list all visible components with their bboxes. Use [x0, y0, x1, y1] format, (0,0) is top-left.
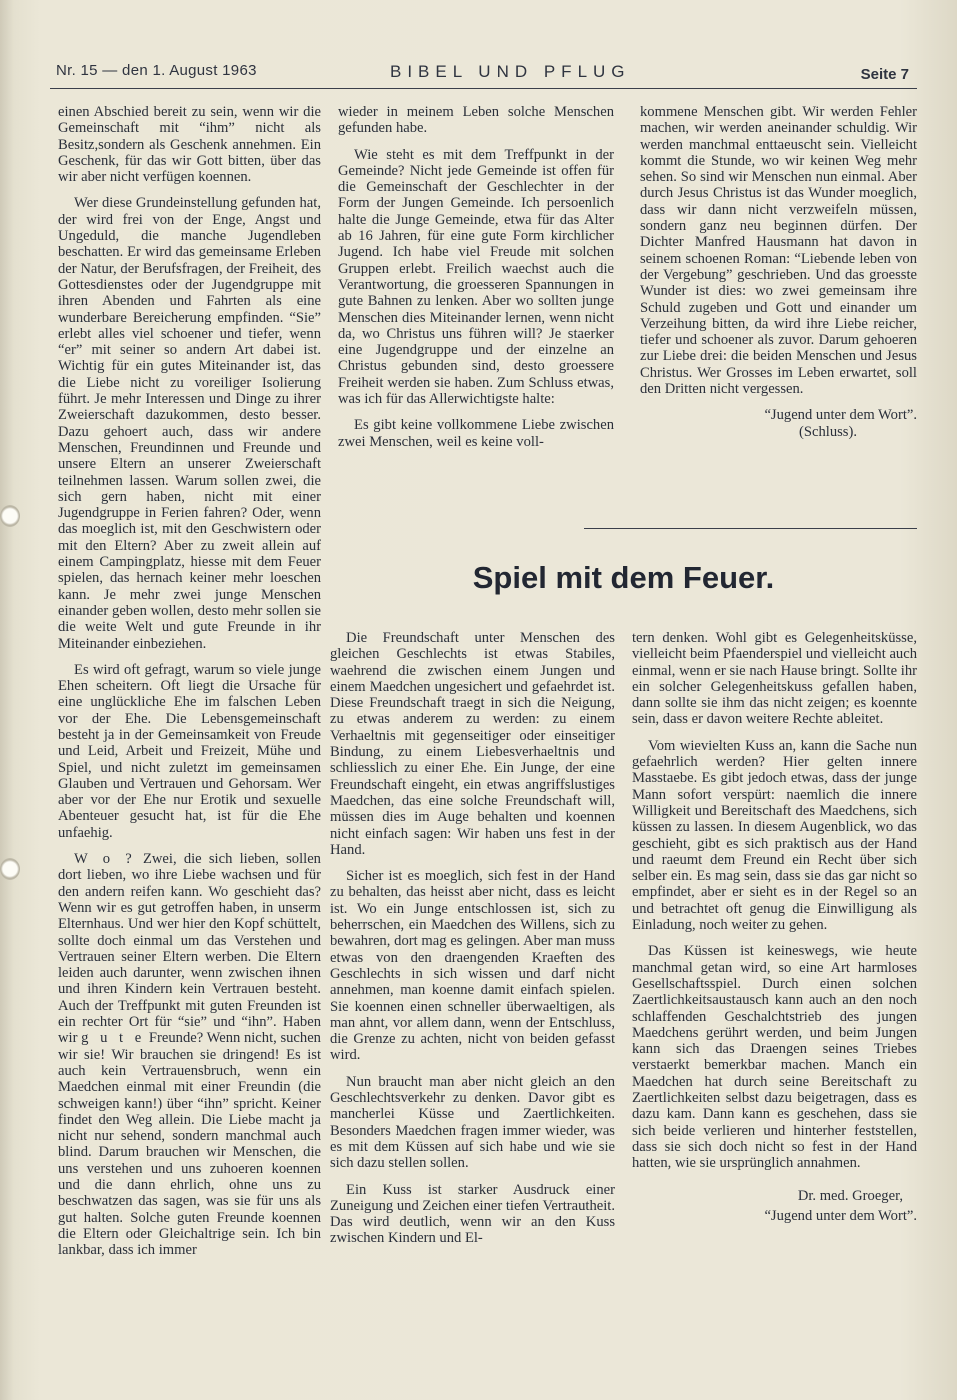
page-number: Seite 7 — [860, 66, 909, 83]
paragraph: tern denken. Wohl gibt es Gelegenheitsküsse, vielleicht beim Pfaenderspiel und vielleicht auch einmal, wenn er sie nach Hause bringt. Sollte ihr ein solcher Gelegenheitskuss gefallen haben, dann sollte sie ihm das nicht zeigen; es koennte sein, dass er davon weitere Rechte ableitet. — [632, 630, 917, 728]
paragraph: Die Freundschaft unter Menschen des gleichen Geschlechts ist etwas Stabiles, waehrend die zwischen einem Jungen und einem Maedchen ungesichert und gefaehrdet ist. Diese Freundschaft traegt in sich die Neigung, zu etwas anderem zu werden: zu einem Verhaeltnis mit gegenseitiger oder einseitiger Bindung, zu einem Liebesverhaeltnis und schliesslich zu einer Ehe. Ein Junge, der eine Freundschaft eingeht, ein etwas angriffslustiges Maedchen, das eine solche Freundschaft will, müssen dies im Auge behalten und koennen nicht einfach sagen: Wir haben uns fest in der Hand. — [330, 630, 615, 858]
paragraph: Das Küssen ist keineswegs, wie heute manchmal getan wird, so eine Art harmloses Gesellschaftsspiel. Durch einen solchen Zaertlichkeitsaustausch kann auch an den noch schlaffenden Geschalchtstrieb des jungen Maedchens gerührt werden, und beim Jungen kann sich das Draengen seines Triebes verstaerkt bemerkbar machen. Manch ein Maedchen hat durch seine Bereitschaft zu Zaertlichkeiten selbst dazu beigetragen, dass es dazu kam. Dann kann es geschehen, dass sie sich beide verlieren und hinterher feststellen, dass sie sich doch nicht so fest in der Hand hatten, wie sie ursprünglich annahmen. — [632, 943, 917, 1172]
page-header — [50, 60, 917, 89]
paragraph: kommene Menschen gibt. Wir werden Fehler machen, wir werden aneinander schuldig. Wir werden manchmal enttaeuscht sein. Vielleicht kommt die Stunde, wo wir keinen Weg mehr sehen. So sind wir Menschen nun einmal. Aber durch Jesus Christus ist das Wunder moeglich, dass wir dann nicht verzweifeln müssen, sondern ganz neu beginnen dürfen. Der Dichter Manfred Hausmann hat davon in seinem schoenen Roman: “Liebende leben von der Vergebung” geschrieben. Und das groesste Wunder ist dies: wo zwei gemeinsam ihre Schuld zugeben und Gott und einander um Verzeihung bitten, da wird ihre Liebe reicher, tiefer und schoener als zuvor. Darum gehoeren zur Liebe drei: die beiden Menschen und Jesus Christus. Wer Grosses im Leben erwartet, soll den Dritten nicht vergessen. — [640, 104, 917, 398]
article1-column-3 — [640, 104, 917, 440]
binder-hole — [0, 505, 20, 527]
paragraph: Wie steht es mit dem Treffpunkt in der Gemeinde? Nicht jede Gemeinde ist offen für die Gemeinschaft der Geschlechter in der Form der Jungen Gemeinde. Ich persoenlich halte die Junge Gemeinde, etwa für das Alter ab 16 Jahren, für eine gute Form kirchlicher Jugend. Ich habe viel Freude mit solchen Gruppen erlebt. Freilich waechst auch die Verantwortung, die groesseren Spannungen in gute Bahnen zu lenken. Aber wo sollten junge Menschen dies Miteinander lernen, wenn nicht da, wo Christus uns führen will? Je staerker eine Jugendgruppe und der einzelne an Christus gebunden sind, desto groessere Freiheit werden sie haben. Zum Schluss etwas, was ich für das Allerwichtigste halte: — [338, 146, 614, 408]
emphasis-wo: W o ? — [74, 851, 136, 868]
article2-column-1 — [330, 630, 615, 1257]
paragraph: Sicher ist es moeglich, sich fest in der Hand zu behalten, das heisst aber nicht, dass es leicht ist. Wo ein Junge entschlossen ist, sich zu beherrschen, ein Maedchen des Willens, sich zu bewahren, dort mag es gelingen. Aber man muss etwas von den draengenden Kraeften des Geschlechts in sich wissen und darf nicht annehmen, man koenne damit einfach spielen. Sie koennen einen schneller überwaeltigen, als man ahnt, vor allem dann, wenn der Entschluss, die Grenze zu achten, nicht von beiden gefasst wird. — [330, 868, 615, 1064]
paragraph: W o ? Zwei, die sich lieben, sollen dort lieben, wo ihre Liebe wachsen und für den andern reifen kann. Wo geschieht das? Wenn wir es gut getroffen haben, in unserm Elternhaus. Und wer hier den Kopf schüttelt, sollte doch einmal um das Verstehen und Vertrauen seiner Eltern werben. Die Eltern leiden auch darunter, wenn zwischen ihnen und ihren Kindern kein Vertrauen besteht. Auch der Treffpunkt mit guten Freunden ist ein rechter Ort für “sie” und “ihn”. Haben wir g u t e Freunde? Wenn nicht, suchen wir sie! Wir brauchen sie dringend! Es ist auch kein Vertrauensbruch, wenn ein Maedchen einmal mit einer Freundin (die schweigen kann!) über “ihn” spricht. Keiner findet den Weg allein. Die Liebe macht ja nicht nur sehend, sondern manchmal auch blind. Darum brauchen wir Menschen, die uns verstehen und uns zuhoeren koennen und die dann ehrlich, ohne uns zu beschwatzen das sagen, was sie für uns als gut halten. Solche guten Freunde koennen die Eltern oder Gleichaltrige sein. Ich bin lankbar, dass ich immer — [58, 851, 321, 1259]
emphasis-gute: g u t e — [81, 1030, 146, 1047]
source-citation: “Jugend unter dem Wort”. — [764, 407, 917, 424]
binder-hole — [0, 858, 20, 880]
paragraph: Es gibt keine vollkommene Liebe zwischen zwei Menschen, weil es keine voll- — [338, 417, 614, 450]
paragraph: einen Abschied bereit zu sein, wenn wir die Gemeinschaft mit “ihm” nicht als Besitz,sondern als Geschenk annehmen. Ein Geschenk, für das wir Gott bitten, über das wir aber nicht verfügen koennen. — [58, 104, 321, 186]
paragraph: wieder in meinem Leben solche Menschen gefunden habe. — [338, 104, 614, 137]
source-citation: “Jugend unter dem Wort”. — [764, 1207, 917, 1224]
paragraph: Wer diese Grundeinstellung gefunden hat, der wird frei von der Enge, Angst und Ungeduld, die manche Jugendleben beschatten. Er wird das gemeinsame Erleben der Natur, der Berufsfragen, der Freiheit, des Gottesdienstes oder der Jugendgruppe mit ihren Abenden und Fahrten als eine wunderbare Bereicherung empfinden. “Sie” erlebt alles viel schoener und tiefer, wenn “er” mit seiner so andern Art dabei ist. Wichtig für ein gutes Miteinander ist, das die Liebe nicht zu voreiliger Isolierung führt. Je mehr Interessen und Dinge zu ihrer Zweierschaft dazukommen, desto besser. Dazu gehoert auch, dass wir andere Menschen, Freundinnen und Freunde und unsere Eltern an unserer Zweierschaft teilnehmen lassen. Warum sollen zwei, die sich gern haben, nicht mit einer Jugendgruppe in Ferien fahren? Oder, wenn das moeglich ist, mit den Geschwistern oder mit den Eltern? Aber zu zweit allein auf einem Campingplatz, hiesse mit dem Feuer spielen, das hernach keiner mehr loeschen kann. Je mehr zwei junge Menschen einander geben wollen, desto mehr sollen sie die weite Welt und gute Freunde in ihr Miteinander einbeziehen. — [58, 195, 321, 652]
series-end-note: (Schluss). — [799, 423, 857, 440]
article1-column-1 — [58, 104, 321, 1268]
article2-column-2 — [632, 630, 917, 1224]
publication-title: BIBEL UND PFLUG — [390, 62, 631, 81]
article1-column-2 — [338, 104, 614, 460]
issue-date: Nr. 15 — den 1. August 1963 — [56, 62, 257, 79]
paragraph: Nun braucht man aber nicht gleich an den Geschlechtsverkehr zu denken. Davor gibt es mancherlei Küsse und Zaertlichkeiten. Besonders Maedchen fragen immer wieder, was es mit dem Küssen auf sich habe und wie sie sich dazu stellen sollen. — [330, 1073, 615, 1172]
paragraph: Es wird oft gefragt, warum so viele junge Ehen scheitern. Oft liegt die Ursache für eine unglückliche Ehe im falschen Leben vor der Ehe. Die Lebensgemeinschaft besteht ja in der Gemeinsamkeit von Freude und Leid, Arbeit und Freizeit, Mühe und Spiel, und nicht zuletzt im gemeinsamen Glauben und Vertrauen und Gehorsam. Wer aber vor der Ehe nur Erotik und sexuelle Abenteuer gesucht hat, ist für die Ehe unfaehig. — [58, 661, 321, 841]
section-divider — [584, 528, 917, 529]
paragraph: Vom wievielten Kuss an, kann die Sache nun gefaehrlich werden? Hier gelten innere Masstaebe. Es gibt jedoch etwas, dass der junge Mann sofort verspürt: naemlich die innere Willigkeit und Bereitschaft des Maedchens, sich küssen zu lassen. In diesem Augenblick, wo das geschieht, gibt es sich praktisch aus der Hand und raeumt dem Freund ein Recht über sich selber ein. Es mag sein, dass sie das gar nicht so empfindet, aber er sieht es in der Regel so an und betrachtet oft genug die Einwilligung als Einladung, noch weiter zu gehen. — [632, 737, 917, 934]
article-headline: Spiel mit dem Feuer. — [472, 560, 775, 595]
author-name: Dr. med. Groeger, — [797, 1187, 903, 1204]
paragraph: Ein Kuss ist starker Ausdruck einer Zuneigung und Zeichen einer tiefen Vertrautheit. Das wird deutlich, wenn wir an den Kuss zwischen Kindern und El- — [330, 1181, 616, 1247]
